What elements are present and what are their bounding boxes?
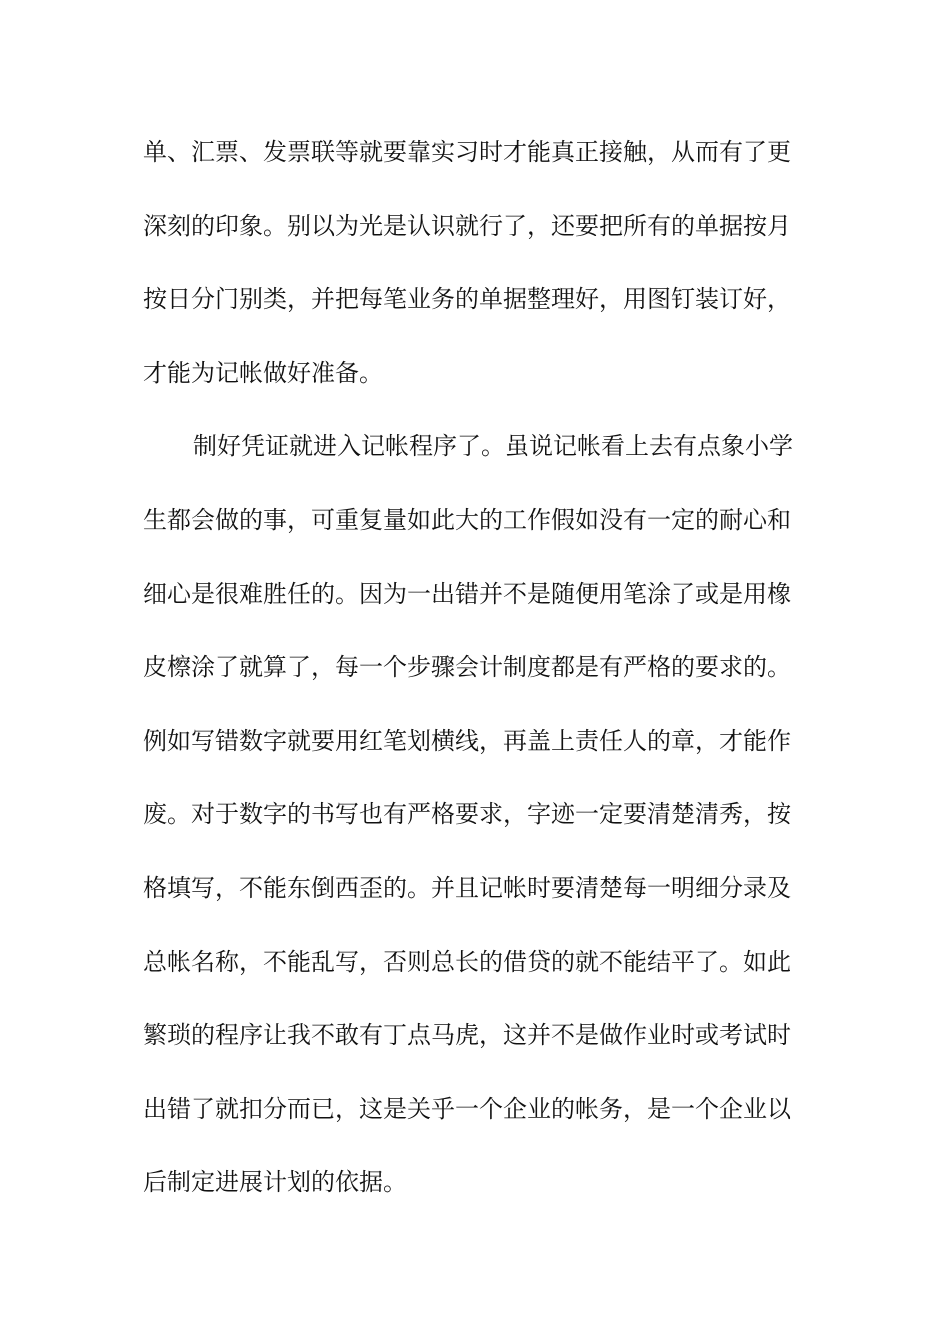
document-body [143,128,813,1232]
text-line: 按日分门别类，并把每笔业务的单据整理好，用图钉装订好， [143,285,791,314]
text-line: 皮檫涂了就算了，每一个步骤会计制度都是有严格的要求的。 [143,653,791,682]
text-line: 制好凭证就进入记帐程序了。虽说记帐看上去有点象小学 [193,432,793,461]
text-line: 后制定进展计划的依据。 [143,1168,407,1197]
text-line: 才能为记帐做好准备。 [143,358,383,387]
text-line: 格填写，不能东倒西歪的。并且记帐时要清楚每一明细分录及 [143,873,791,902]
text-line: 深刻的印象。别以为光是认识就行了，还要把所有的单据按月 [143,211,791,240]
text-line: 总帐名称，不能乱写，否则总长的借贷的就不能结平了。如此 [143,947,791,976]
paragraph-2 [143,422,813,1232]
text-line: 废。对于数字的书写也有严格要求，字迹一定要清楚清秀，按 [143,800,791,829]
text-line: 出错了就扣分而已，这是关乎一个企业的帐务，是一个企业以 [143,1094,791,1123]
text-line: 单、汇票、发票联等就要靠实习时才能真正接触，从而有了更 [143,138,791,166]
text-line: 细心是很难胜任的。因为一出错并不是随便用笔涂了或是用橡 [143,579,791,608]
text-line: 生都会做的事，可重复量如此大的工作假如没有一定的耐心和 [143,505,791,534]
text-line: 繁琐的程序让我不敢有丁点马虎，这并不是做作业时或考试时 [143,1021,791,1050]
text-line: 例如写错数字就要用红笔划横线，再盖上责任人的章，才能作 [143,726,791,755]
paragraph-1 [143,128,813,422]
